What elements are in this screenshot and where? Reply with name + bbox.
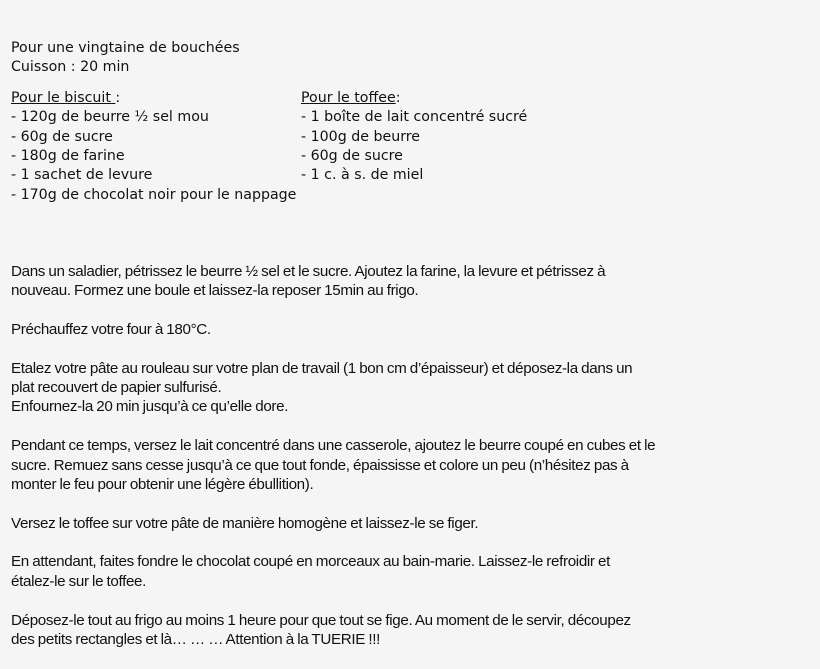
- step-line: Préchauffez votre four à 180°C.: [11, 321, 211, 339]
- servings-text: Pour une vingtaine de bouchées: [11, 40, 240, 56]
- step-paragraph: [11, 320, 801, 339]
- biscuit-title: [11, 89, 209, 108]
- recipe-steps: [11, 262, 801, 669]
- ingredient-item: - 1 sachet de levure: [11, 167, 153, 184]
- step-line: monter le feu pour obtenir une légère ébullition).: [11, 475, 314, 493]
- step-line: Versez le toffee sur votre pâte de manière homogène et laissez-le se figer.: [11, 514, 479, 532]
- ingredient-item: - 180g de farine: [11, 147, 125, 164]
- biscuit-ingredients: [11, 89, 209, 186]
- step-line: nouveau. Formez une boule et laissez-la reposer 15min au frigo.: [11, 282, 419, 300]
- step-line: étalez-le sur le toffee.: [11, 572, 147, 590]
- step-line: plat recouvert de papier sulfurisé.: [11, 379, 222, 397]
- biscuit-title-colon: :: [115, 89, 121, 106]
- step-paragraph: [11, 436, 801, 494]
- step-line: sucre. Remuez sans cesse jusqu’à ce que tout fonde, épaississe et colore un peu (n’hésitez pas à: [11, 456, 629, 474]
- ingredient-item: - 120g de beurre ½ sel mou: [11, 109, 209, 126]
- biscuit-title-label: Pour le biscuit: [11, 89, 116, 106]
- ingredient-item: - 100g de beurre: [301, 128, 421, 145]
- ingredient-item: - 60g de sucre: [11, 128, 113, 145]
- step-paragraph: [11, 552, 801, 591]
- step-line: des petits rectangles et là… … … Attention à la TUERIE !!!: [11, 630, 380, 648]
- ingredient-item: - 1 boîte de lait concentré sucré: [301, 109, 528, 126]
- toffee-title-colon: :: [395, 89, 401, 106]
- step-paragraph: [11, 359, 801, 417]
- step-paragraph: [11, 262, 801, 301]
- step-line: Etalez votre pâte au rouleau sur votre plan de travail (1 bon cm d’épaisseur) et déposez-la dans un: [11, 359, 633, 377]
- cooking-time-text: Cuisson : 20 min: [11, 59, 130, 76]
- toffee-ingredients: [301, 89, 527, 186]
- step-line: Déposez-le tout au frigo au moins 1 heure pour que tout se fige. Au moment de le servir, découpez: [11, 611, 631, 629]
- toffee-title: [301, 89, 527, 108]
- step-line: Enfournez-la 20 min jusqu’à ce qu’elle dore.: [11, 398, 289, 416]
- ingredient-item: - 60g de sucre: [301, 147, 403, 164]
- step-paragraph: [11, 514, 801, 533]
- ingredients-section: [11, 89, 820, 186]
- extra-ingredient: - 170g de chocolat noir pour le nappage: [11, 186, 297, 203]
- recipe-document: [11, 39, 820, 205]
- step-paragraph: [11, 611, 801, 650]
- toffee-title-label: Pour le toffee: [301, 89, 396, 106]
- step-line: Pendant ce temps, versez le lait concentré dans une casserole, ajoutez le beurre coupé en cubes et le: [11, 437, 656, 455]
- step-line: En attendant, faites fondre le chocolat coupé en morceaux au bain-marie. Laissez-le refroidir et: [11, 553, 610, 571]
- step-line: Dans un saladier, pétrissez le beurre ½ sel et le sucre. Ajoutez la farine, la levure et pétrissez à: [11, 263, 606, 280]
- ingredient-item: - 1 c. à s. de miel: [301, 167, 424, 184]
